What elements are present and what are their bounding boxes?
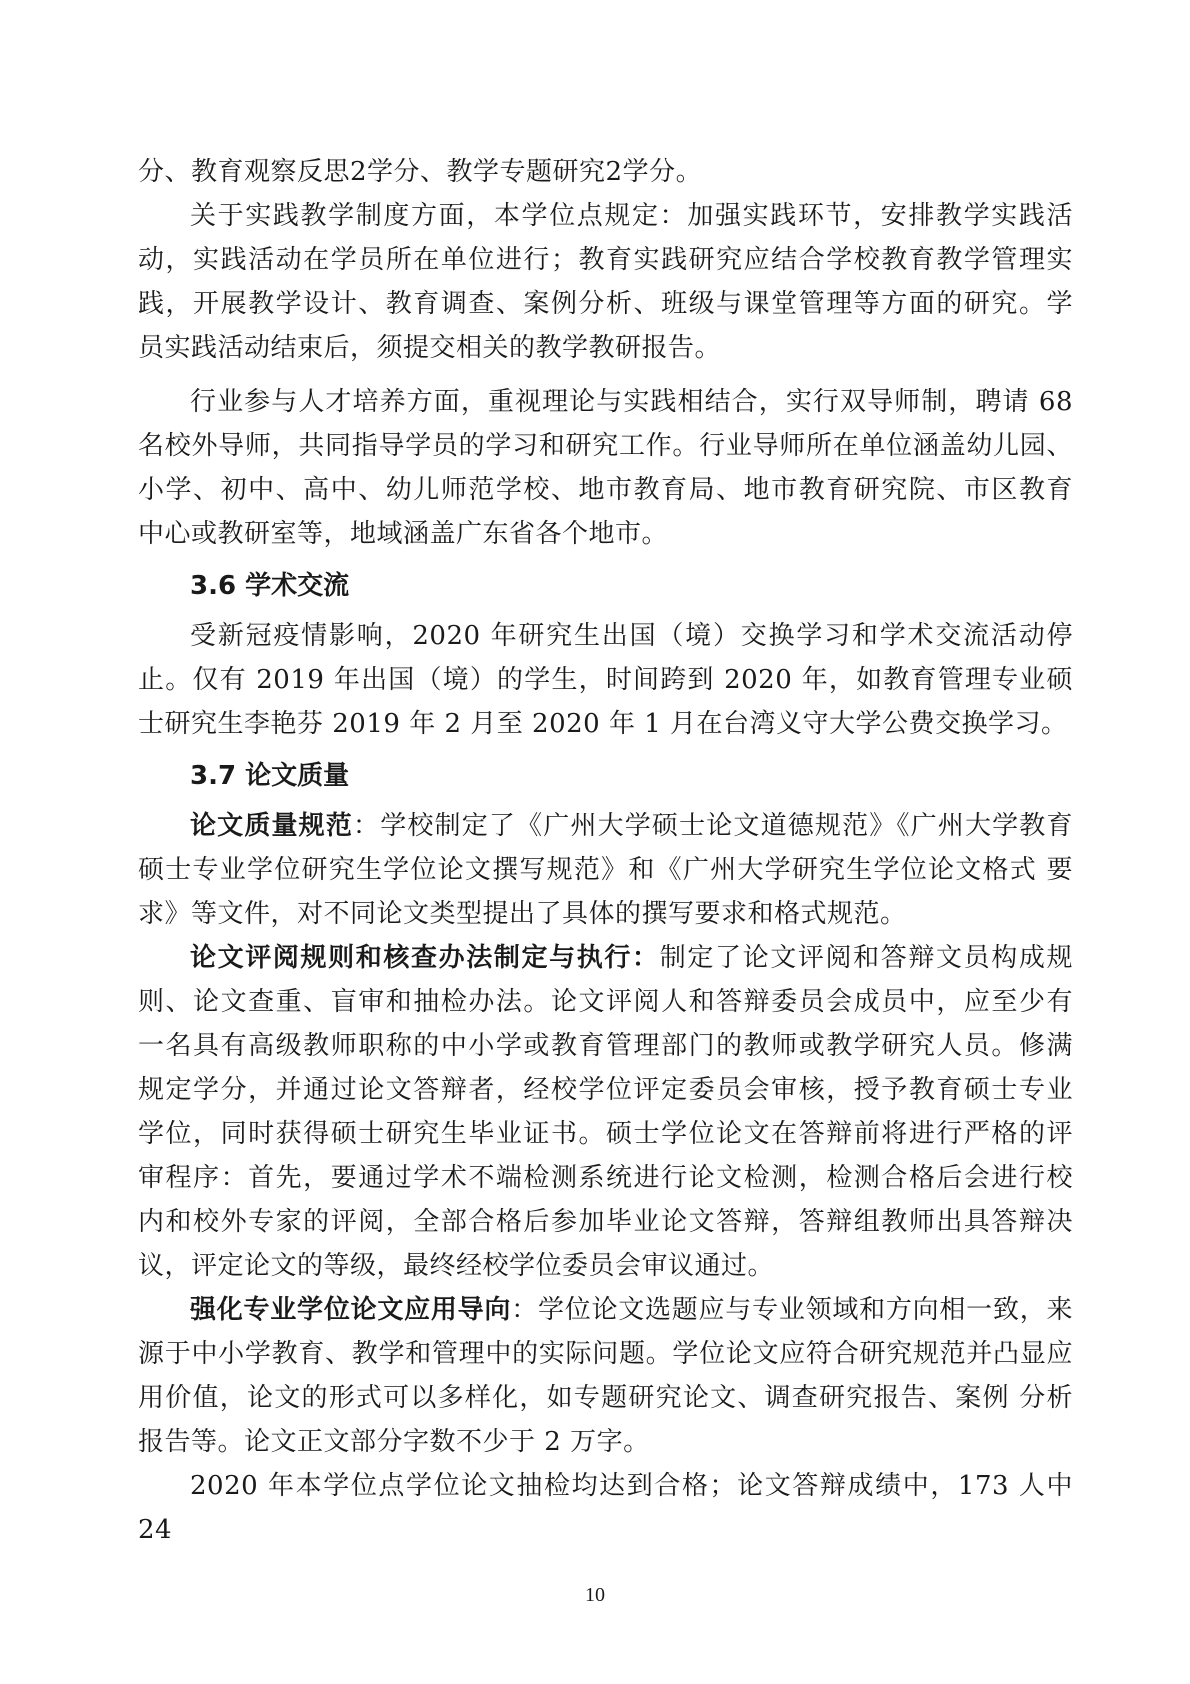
review-rules-lead: 论文评阅规则和核查办法制定与执行：: [190, 943, 660, 973]
paragraph-application-orientation: [138, 1288, 1073, 1464]
paragraph-gap: [138, 370, 1073, 380]
thesis-standards-lead: 论文质量规范: [190, 811, 354, 841]
paragraph-sampling-results: 2020 年本学位点学位论文抽检均达到合格；论文答辩成绩中，173 人中 24: [138, 1471, 1073, 1545]
thesis-standards-body: ：学校制定了《广州大学硕士论文道德规范》《广州大学教育硕士专业学位研究生学位论文撰写规范》和《广州大学研究生学位论文格式 要求》等文件，对不同论文类型提出了具体的撰写要求和格式规范。: [138, 811, 1073, 929]
page-content: [138, 150, 1073, 1552]
application-orientation-body: ：学位论文选题应与专业领域和方向相一致，来源于中小学教育、教学和管理中的实际问题。学位论文应符合研究规范并凸显应用价值，论文的形式可以多样化，如专题研究论文、调查研究报告、案例 分析报告等。论文正文部分字数不少于 2 万字。: [138, 1295, 1073, 1457]
section-heading-academic-exchange: 3.6 学术交流: [190, 571, 350, 601]
paragraph-academic-exchange: 受新冠疫情影响，2020 年研究生出国（境）交换学习和学术交流活动停止。仅有 2019 年出国（境）的学生，时间跨到 2020 年，如教育管理专业硕士研究生李艳芬 2019 年 2 月至 2020 年 1 月在台湾义守大学公费交换学习。: [138, 621, 1073, 739]
paragraph-review-rules: [138, 936, 1073, 1288]
application-orientation-lead: 强化专业学位论文应用导向: [190, 1295, 512, 1325]
paragraph-thesis-standards: [138, 804, 1073, 936]
paragraph-practice-teaching: 关于实践教学制度方面，本学位点规定：加强实践环节，安排教学实践活 动，实践活动在学员所在单位进行；教育实践研究应结合学校教育教学管理实 践，开展教学设计、教育调查、案例分析、班级与课堂管理等方面的研究。学 员实践活动结束后，须提交相关的教学教研报告。: [138, 201, 1073, 363]
section-heading-thesis-quality: 3.7 论文质量: [190, 761, 350, 791]
page-number: 10: [585, 1584, 605, 1606]
paragraph-industry-participation: 行业参与人才培养方面，重视理论与实践相结合，实行双导师制，聘请 68 名校外导师，共同指导学员的学习和研究工作。行业导师所在单位涵盖幼儿园、 小学、初中、高中、幼儿师范学校、地市教育局、地市教育研究院、市区教育 中心或教研室等，地域涵盖广东省各个地市。: [138, 387, 1073, 549]
review-rules-body: 制定了论文评阅和答辩文员构成规则、论文查重、盲审和抽检办法。论文评阅人和答辩委员会成员中，应至少有 一名具有高级教师职称的中小学或教育管理部门的教师或教学研究人员。修满 规定学分，并通过论文答辩者，经校学位评定委员会审核，授予教育硕士专业 学位，同时获得硕士研究生毕业证书。硕士学位论文在答辩前将进行严格的评 审程序：首先，要通过学术不端检测系统进行论文检测，检测合格后会进行校 内和校外专家的评阅，全部合格后参加毕业论文答辩，答辩组教师出具答辩决 议，评定论文的等级，最终经校学位委员会审议通过。: [138, 943, 1073, 1281]
paragraph-credits: 分、教育观察反思2学分、教学专题研究2学分。: [138, 157, 703, 187]
